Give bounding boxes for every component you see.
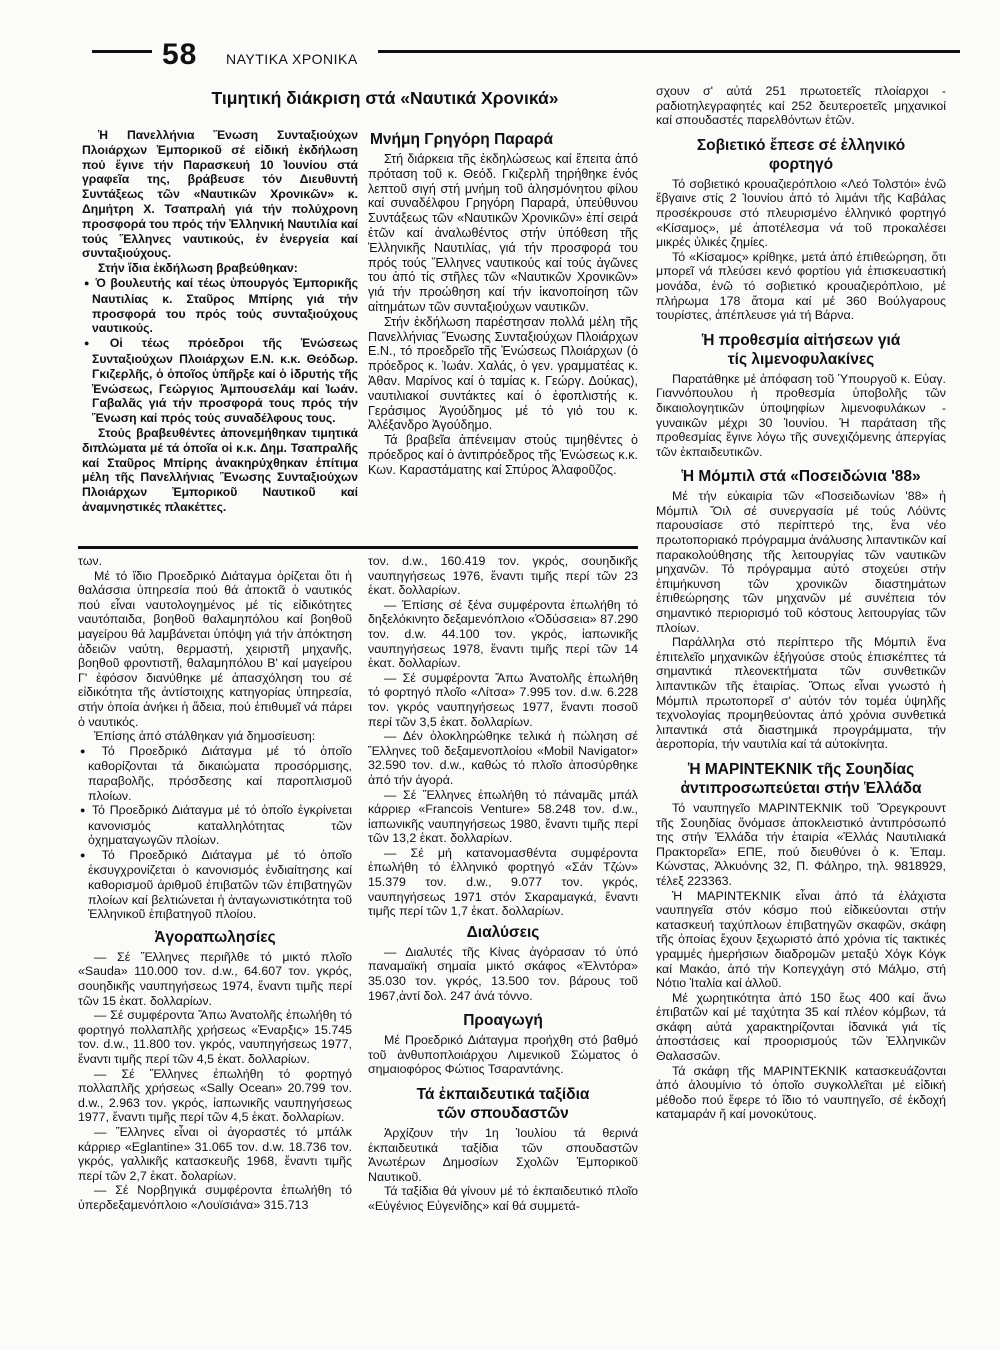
- sales-item: — Σέ συμφέροντα Ἄπω Ἀνατολῆς ἐπωλήθη τό φορτηγό πλοῖο «Λίτσα» 7.995 τον. d.w. 6.228 τον. γκρός ναυπηγήσεως 1977, ἔναντι ποσοῦ περί τῶν 3,5 ἑκατ. δολλαρίων.: [368, 670, 638, 729]
- right-column: [656, 84, 946, 1122]
- sales-item: — Σέ μή κατανομασθέντα συμφέροντα ἐπωλήθη τό ἑλληνικό φορτηγό «Σάν Τζών» 15.379 τον. d.w., 9.077 τον. γκρός, ναυπηγήσεως 1971 στόν Σκαραμαγκά, ἔναντι τιμῆς περί τῶν 1,7 ἑκατ. δολλαρίων.: [368, 845, 638, 919]
- sales-item: — Ἕλληνες εἶναι οἱ ἀγοραστές τό μπάλκ κάρριερ «Eglantine» 31.065 τον. d.w. 18.736 τον. γκρός, γαλλικῆς κατασκευῆς 1968, ἔναντι τιμῆς περί τῶν 2,7 ἑκατ. δολαρίων.: [78, 1124, 352, 1183]
- decree-paragraph: Ἐπίσης ἀπό στάλθηκαν γιά δημοσίευση:: [94, 729, 316, 744]
- award-bullet: ● Ὁ βουλευτής καί τέως ὑπουργός Ἐμπορικῆς Ναυτιλίας κ. Σταῦρος Μπίρης γιά τήν προσφορά του πρός τούς συνταξιούχους ναυτικούς.: [82, 276, 358, 336]
- page-number: 58: [162, 38, 198, 71]
- award-article: [82, 128, 358, 515]
- sales-item: τον. d.w., 160.419 τον. γκρός, σουηδικῆς ναυπηγήσεως 1976, ἔναντι τιμῆς περί τῶν 23 ἑκατ. δολλαρίων.: [368, 554, 638, 598]
- sales-item: — Δέν ὁλοκληρώθηκε τελικά ἡ πώληση σέ Ἕλληνες τοῦ δεξαμενοπλοίου «Mobil Navigator» 32.590 τον. d.w., καθώς τό πλοῖο ἀποσύρθηκε ἀπό τήν ἀγορά.: [368, 729, 638, 787]
- demolition-text: — Διαλυτές τῆς Κίνας ἀγόρασαν τό ὑπό παναμαϊκή σημαία μικτό σκάφος «Ἐλντόρα» 35.030 τον. γκρός, 13.500 τον. βάρους τοῦ 1967,ἀντί δολ. 247 ἀνά τόννο.: [368, 944, 638, 1003]
- sales-item: — Ἐπίσης σέ ξένα συμφέροντα ἐπωλήθη τό δηξελόκινητο δεξαμενόπλοιο «Ὀδύσσεια» 87.290 τον. d.w. 44.100 τον. γκρός, ἰαπωνικῆς ναυπηγήσεως 1978, ἔναντι τιμῆς περί τῶν 14 ἑκατ. δολλαρίων.: [368, 597, 638, 671]
- deadline-paragraph: Παρατάθηκε μέ ἀπόφαση τοῦ Ὑπουργοῦ κ. Εὐαγ. Γιαννόπουλου ἡ προθεσμία ὑποβολῆς τῶν δικαιολογητικῶν ὑποψηφίων λιμενοφυλάκων - γυναικῶν μέχρι 30 Ἰουνίου. Ἡ παράταση τῆς προθεσμίας ἔγινε λόγω τῆς συνεχιζόμενης ἀπεργίας τῶν ἐκπαιδευτικῶν.: [656, 371, 946, 459]
- marintechnik-paragraph: Ἡ ΜΑΡΙΝΤΕΚΝΙΚ εἶναι ἀπό τά ἐλάχιστα ναυπηγεῖα στόν κόσμο πού εἰδικεύονται στήν κατασκευή ταχύπλοων ἐπιβατηγῶν σκαφῶν, σκάφη τῆς ὁποίας ἔχουν ξεχωριστό ἀπό χρόνια τίς τακτικές γραμμές ἡμερήσιων διαδρομῶν μεταξύ Χόγκ Κόγκ καί Μακάο, ἀπό τήν Κοπεγχάγη στό Μάλμο, στή Νότιο Ἰταλία καί ἀλλοῦ.: [656, 888, 946, 991]
- sales-title: Ἀγοραπωλησίες: [154, 928, 276, 946]
- sales-item: — Σέ Ἕλληνες περιῆλθε τό μικτό πλοῖο «Sauda» 110.000 τον. d.w., 64.607 τον. γκρός, σουηδικῆς ναυπηγήσεως 1974, ἔναντι τιμῆς περί τῶν 15 ἑκατ. δολλαρίων.: [78, 949, 352, 1008]
- section-divider: [78, 546, 638, 549]
- sales-item: — Σέ Ἕλληνες ἐπωλήθη τό φορτηγό πολλαπλῆς χρήσεως «Sally Ocean» 20.799 τον. d.w., 2.963 τον. γκρός, ἰαπωνικῆς ναυπηγήσεως 1977, ἔναντι τιμῆς περί τῶν 4,5 ἑκατ. δολλαρίων.: [78, 1066, 352, 1125]
- sales-item: — Σέ Νορβηγικά συμφέροντα ἐπωλήθη τό ὑπερδεξαμενόπλοιο «Λουϊσιάνα» 315.713: [78, 1183, 352, 1212]
- promotion-text: Μέ Προεδρικό Διάταγμα προήχθη στό βαθμό τοῦ ἀνθυποπλοιάρχου Λιμενικοῦ Σώματος ὁ σημαιοφόρος Φώτιος Τσαραντάνης.: [368, 1033, 638, 1077]
- sales-item: — Σέ συμφέροντα Ἄπω Ἀνατολῆς ἐπωλήθη τό φορτηγό πολλαπλῆς χρήσεως «Ἐναρξις» 15.745 τον. d.w., 11.800 τον. γκρός, ναυπηγήσεως 1977, ἔναντι τιμῆς περί τῶν 4,5 ἑκατ. δολλαρίων.: [78, 1008, 352, 1066]
- marintechnik-paragraph: Τά σκάφη τῆς ΜΑΡΙΝΤΕΚΝΙΚ κατασκευάζονται ἀπό ἀλουμίνιο τό ὁποῖο συγκολλεῖται μέ εἰδική μέθοδο πού ἔφερε τό ἴδιο τό ναυπηγεῖο, σέ ἐκδοχή καταμαράν ἤ καί μονοκύτους.: [656, 1063, 946, 1122]
- demolition-title: Διαλύσεις: [466, 923, 540, 941]
- soviet-paragraph: Τό σοβιετικό κρουαζιερόπλοιο «Λεό Τολστόι» ἐνῶ ἔβγαινε στίς 2 Ἰουνίου ἀπό τό λιμάνι τῆς Καβάλας προσέκρουσε στό πλευρισμένο ἑλληνικό φορτηγό «Κίσαμος», μέ ἀποτέλεσμα νά τοῦ προκαλέσει μικρές ὑλικές ζημίες.: [656, 176, 946, 250]
- memory-article: [368, 128, 638, 478]
- decree-bullet: ● Τό Προεδρικό Διάταγμα μέ τό ὁποῖο καθορίζονται τά δικαιώματα προσόρμισης, παραβολῆς, πρόσδεσης καί παροπλισμοῦ πλοίων.: [78, 744, 352, 803]
- marintechnik-paragraph: Μέ χωρητικότητα ἀπό 150 ἕως 400 καί ἄνω ἐπιβατῶν καί μέ ταχύτητα 35 καί πλέον κόμβων, τά σκάφη αὐτά χαρακτηρίζονται ἰδανικά γιά τίς ἀποστάσεις καί προορισμούς τῶν Ἑλληνικῶν Θαλασσῶν.: [656, 990, 946, 1064]
- training-paragraph: Τά ταξίδια θά γίνουν μέ τό ἐκπαιδευτικό πλοῖο «Εὐγένιος Εὐγενίδης» καί θά συμμετά-: [368, 1184, 638, 1213]
- mobil-title: Ἡ Μόμπιλ στά «Ποσειδώνια '88»: [681, 468, 921, 486]
- decree-article: [78, 554, 352, 1213]
- training-paragraph: Ἀρχίζουν τήν 1η Ἰουλίου τά θερινά ἐκπαιδευτικά ταξίδια τῶν σπουδαστῶν Ἀνωτέρων Δημοσίων Σχολῶν Ἐμπορικοῦ Ναυτικοῦ.: [368, 1126, 638, 1184]
- memory-paragraph: Τά βραβεῖα ἀπένειμαν στούς τιμηθέντες ὁ πρόεδρος καί ὁ ἀντιπρόεδρος τῆς Ἑνώσεως κ.κ. Κων. Καραστάματης καί Σπύρος Ἀλαφοῦζος.: [368, 433, 638, 477]
- marintechnik-paragraph: Τό ναυπηγεῖο ΜΑΡΙΝΤΕΚΝΙΚ τοῦ Ὄρεγκρουντ τῆς Σουηδίας ὅνόμασε ἀποκλειστικό ἀντιπρόσωπό της στήν Ἑλλάδα τήν ἑταιρία «Ἑλλάς Ναυτιλιακά Πρακτορεῖα» ΕΠΕ, πού διευθύνει ὁ κ. Ἐπαμ. Κώνστας, Ἀλκυόνης 32, Π. Φάληρο, τηλ. 9818929, τέλεξ 223363.: [656, 800, 946, 888]
- training-continued: σχουν σ' αὐτά 251 πρωτοετεῖς πλοίαρχοι - ραδιοτηλεγραφητές καί 252 δευτεροετεῖς μηχανικοί καί σπουδαστές παρελθόντων ἐτῶν.: [656, 84, 946, 128]
- decree-lead: των.: [78, 554, 103, 568]
- decree-bullet: ● Τό Προεδρικό Διάταγμα μέ τό ὁποῖο ἐκσυγχρονίζεται ὁ κανονισμός ἐνδιαίτησης καί καθορισμοῦ ἀριθμοῦ ἐπιβατῶν τῶν ἐπιβατηγῶν πλοίων καί βελτιώνεται ἡ ἀνταγωνιστικότητα τοῦ Ἑλληνικοῦ ἐπιβατηγοῦ πλοίου.: [78, 848, 352, 922]
- award-paragraph: Στήν ἴδια ἐκδήλωση βραβεύθηκαν:: [98, 261, 298, 276]
- header-rule-right: [378, 50, 960, 53]
- award-bullet: ● Οἱ τέως πρόεδροι τῆς Ἑνώσεως Συνταξιούχων Πλοιάρχων Ε.Ν. κ.κ. Θεόδωρ. Γκιζερλῆς, ὁ ὁποῖος ὑπῆρξε καί ὁ ἱδρυτής τῆς Ἑνώσεως, Γεώργιος Ἀμπουσελάμ καί Ἰωάν. Γαβαλᾶς γιά τήν προσφορά τους πρός τήν Ἕνωση καί πρός τούς συναδέλφους τους.: [82, 336, 358, 426]
- sales-item: — Σέ Ἕλληνες ἐπωλήθη τό πάναμᾶς μπάλ κάρριερ «Francois Venture» 58.248 τον. d.w., ἰαπωνικῆς ναυπηγήσεως 1980, ἔναντι τιμῆς περί τῶν 13,2 ἑκατ. δολλαρίων.: [368, 787, 638, 846]
- award-paragraph: Ἡ Πανελλήνια Ἕνωση Συνταξιούχων Πλοιάρχων Ἐμπορικοῦ σέ εἰδική ἐκδήλωση πού ἔγινε τήν Παρασκευή 10 Ἰουνίου στά γραφεῖα της, βράβευσε τόν Διευθυντή Συντάξεως τῶν «Ναυτικῶν Χρονικῶν» κ. Δημήτρη Χ. Τσαπραλή γιά τήν πολύχρονη προσφορά του πρός τήν Ἑλληνική Ναυτιλία καί τούς Ἕλληνες ναυτικούς, ἐν ἐνεργεία καί συνταξιούχους.: [82, 128, 358, 261]
- publication-name: ΝΑΥΤΙΚΑ ΧΡΟΝΙΚΑ: [226, 51, 358, 67]
- memory-paragraph: Στήν ἐκδήλωση παρέστησαν πολλά μέλη τῆς Πανελλήνιας Ἕνωσης Συνταξιούχων Πλοιάρχων Ε.Ν., τό προεδρεῖο τῆς Ἑνώσεως Πλοιάρχων (ὁ πρόεδρος κ. Ἰωάν. Χαλάς, ὁ γεν. γραμματέας κ. Ἀθαν. Μαρίνος καί ὁ ταμίας κ. Γεώργ. Δούκας), ναυτιλιακοί συντάκτες καί ὁ ἐφοπλιστής κ. Γεράσιμος Ἀγούδημος μέ τό γιό του κ. Ἀλέξανδρο Ἀγούδημο.: [368, 314, 638, 433]
- decree-paragraph: Μέ τό ἴδιο Προεδρικό Διάταγμα ὁρίζεται ὅτι ἡ θαλάσσια ὑπηρεσία πού θά ἀποκτᾶ ὁ ναυτικός πού εἶναι ναυτολογημένος μέ τίς εἰδικότητες ναυτόπαιδα, βοηθοῦ θαλαμηπόλου καί βοηθοῦ μαγείρου θά λαμβάνεται ὑπόψη γιά τήν ἀπόκτηση ἀδειῶν ναύτη, θερμαστή, χειριστῆ μηχανῆς, βοηθοῦ φροντιστῆ, θαλαμηπόλου Β' καί μαγείρου Γ' ἐφόσον διανύθηκε μέ ἀπασχόληση του σέ εἰδικότητα τῆς ἀντίστοιχης κατηγορίας ὑπηρεσία, στήν ὁποία ἀνήκει ἡ ἄδεια, πού ἐπιθυμεῖ νά πάρει ὁ ναυτικός.: [78, 568, 352, 729]
- decree-bullet: ● Τό Προεδρικό Διάταγμα μέ τό ὁποῖο ἐγκρίνεται κανονισμός καταλληλότητας τῶν ὀχηματαγωγῶν πλοίων.: [78, 803, 352, 848]
- main-headline: Τιμητική διάκριση στά «Ναυτικά Χρονικά»: [211, 88, 559, 108]
- training-title: Τά ἐκπαιδευτικά ταξίδια τῶν σπουδαστῶν: [416, 1086, 590, 1122]
- promotion-title: Προαγωγή: [463, 1012, 543, 1030]
- mobil-paragraph: Μέ τήν εὐκαιρία τῶν «Ποσειδωνίων '88» ἡ Μόμπιλ Ὄιλ σέ συνεργασία μέ τούς Λόϋντς παρουσίασε στό περίπτερό της, ἕνα νέο πρωτοποριακό πρόγραμμα ἀνάλυσης λιπαντικῶν καί παρακολούθησης τῆς λειτουργίας τῶν ναυτικῶν μηχανῶν. Τό πρόγραμμα αὐτό στοχεύει στήν ἐπιμήκυνση τῶν χρονικῶν διαστημάτων ἐπιθεώρησης τῶν μηχανῶν μέ συνέπεια τόν σημαντικό περιορισμό τοῦ κόστους λειτουργίας τῶν πλοίων.: [656, 489, 946, 635]
- soviet-title: Σοβιετικό ἔπεσε σέ ἑλληνικό φορτηγό: [696, 136, 906, 173]
- memory-title: Μνήμη Γρηγόρη Παραρά: [370, 131, 554, 148]
- header-rule-left: [92, 50, 152, 53]
- soviet-paragraph: Τό «Κίσαμος» κρίθηκε, μετά ἀπό ἐπιθεώρηση, ὅτι μπορεῖ νά πλεύσει κενό φορτίου γιά ἐπισκευαστική μονάδα, ἐνῶ τό σοβιετικό κρουαζιερόπλοιο, μέ πλήρωμα 178 ἄτομα καί μέ 360 Βούλγαρους τουρίστες, ἀπέπλευσε γιά τή Βάρνα.: [656, 249, 946, 323]
- marintechnik-title: Ἡ ΜΑΡΙΝΤΕΚΝΙΚ τῆς Σουηδίας ἀντιπροσωπεύεται στήν Ἑλλάδα: [680, 760, 922, 797]
- award-closing: Στούς βραβευθέντες ἀπονεμήθηκαν τιμητικά διπλώματα μέ τά ὁποῖα οἱ κ.κ. Δημ. Τσαπραλῆς καί Σταῦρος Μπίρης ἀνακηρύχθηκαν ἐπίτιμα μέλη τῆς Πανελλήνιας Ἕνωσης Συνταξιούχων Πλοιάρχων Ἐμπορικοῦ Ναυτικοῦ καί ἀναμνηστικές πλακέττες.: [82, 425, 358, 514]
- memory-paragraph: Στή διάρκεια τῆς ἐκδηλώσεως καί ἔπειτα ἀπό πρόταση τοῦ κ. Θεόδ. Γκιζερλῆ τηρήθηκε ἑνός λεπτοῦ σιγή στή μνήμη τοῦ ἀλησμόνητου φίλου καί συναδέλφου Γρηγόρη Παραρά, ὑπεύθυνου Συντάξεως τῶν «Ναυτικῶν Χρονικῶν» ἐπί σειρά ἐτῶν καί ἀναλωθέντος στήν ὑπόθεση τῆς Ἑλληνικῆς Ναυτιλίας, γιά τήν προσφορά του πρός τούς Ἕλληνες ναυτικούς καί τούς ἀγῶνες του ἀπό τίς στῆλες τῶν «Ναυτικῶν Χρονικῶν» γιά τήν προώθηση καί τήν ἱκανοποίηση τῶν αἰτημάτων τῶν συνταξιούχων ναυτικῶν.: [368, 152, 638, 314]
- sales-continued: [368, 554, 638, 1214]
- deadline-title: Ἡ προθεσμία αἰτήσεων γιά τίς λιμενοφυλακίνες: [701, 331, 901, 368]
- mobil-paragraph: Παράλληλα στό περίπτερο τῆς Μόμπιλ ἕνα ἐπιτελεῖο μηχανικῶν ἐξήγούσε στούς ἐπισκέπτες τά σημαντικά πλεονεκτήματα τῶν συνθετικῶν λιπαντικῶν τῆς ἑταιρίας. Ὅπως εἶναι γνωστό ἡ Μόμπιλ πρωτοπορεῖ σ' αὐτόν τόν τομέα ὑψηλῆς τεχνολογίας προμηθεύοντας ἀπό χρόνια συνθετικά λιπαντικά στά διαστημικά προγράμματα, τήν ἀεροπορία, τήν ναυτιλία καί τά αὐτοκίνητα.: [656, 635, 946, 752]
